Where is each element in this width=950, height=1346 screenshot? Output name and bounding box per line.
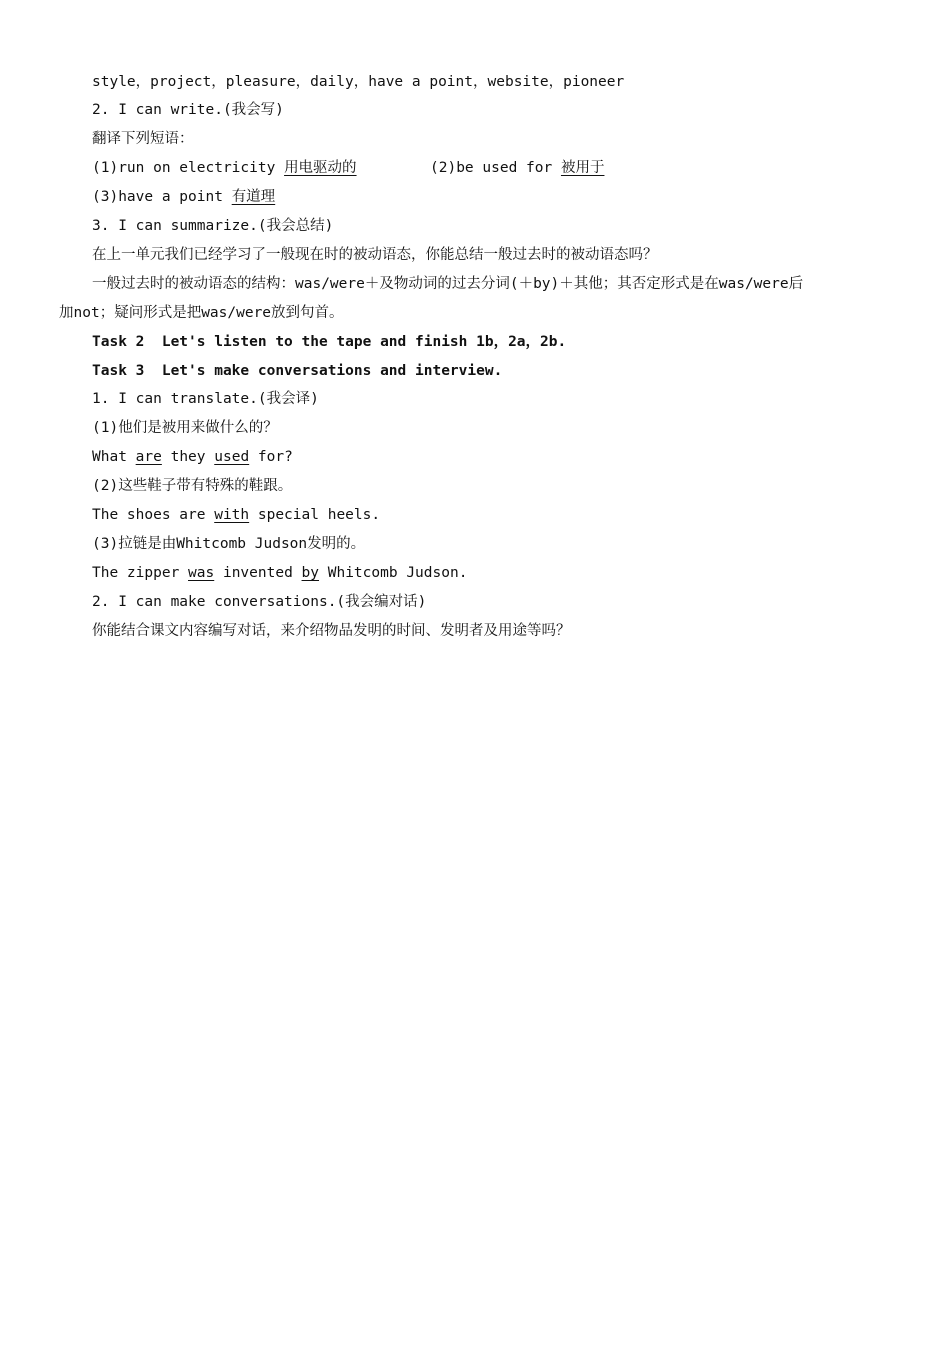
phrase-1-text: (1)run on electricity <box>92 160 285 176</box>
phrase-1-answer: 用电驱动的 <box>284 160 357 176</box>
sentence-3-part-a: The zipper <box>92 565 189 581</box>
section-summarize-heading: 3. I can summarize.(我会总结) <box>92 218 334 234</box>
grammar-rule-line-2: 加not；疑问形式是把was/were放到句首。 <box>59 305 344 321</box>
sentence-1-chinese: (1)他们是被用来做什么的？ <box>92 420 278 436</box>
phrase-2-text: (2)be used for <box>430 160 561 176</box>
sentence-3-chinese: (3)拉链是由Whitcomb Judson发明的。 <box>92 536 366 552</box>
phrase-row-2 <box>430 158 604 178</box>
sentence-2-part-b: special heels. <box>249 507 381 523</box>
sentence-3-blank-2: by <box>301 565 320 581</box>
section-conversation-heading: 2. I can make conversations.(我会编对话) <box>92 594 427 610</box>
sentence-3-english <box>92 563 467 583</box>
sentence-3-part-c: Whitcomb Judson. <box>319 565 468 581</box>
sentence-3-blank-1: was <box>188 565 215 581</box>
sentence-3-part-b: invented <box>214 565 302 581</box>
sentence-1-part-a: What <box>92 449 136 465</box>
translate-instruction: 翻译下列短语： <box>92 131 194 147</box>
sentence-2-part-a: The shoes are <box>92 507 215 523</box>
phrase-row-3 <box>92 187 275 207</box>
sentence-2-blank-1: with <box>214 507 250 523</box>
sentence-1-part-c: for? <box>249 449 293 465</box>
vocabulary-list: style，project，pleasure，daily，have a point，website，pioneer <box>92 74 625 90</box>
grammar-rule-line-1: 一般过去时的被动语态的结构：was/were＋及物动词的过去分词(＋by)＋其他；其否定形式是在was/were后 <box>92 276 804 292</box>
phrase-row-1 <box>92 158 357 178</box>
phrase-2-answer: 被用于 <box>560 160 605 176</box>
phrase-3-answer: 有道理 <box>231 189 276 205</box>
sentence-1-english <box>92 447 293 467</box>
section-translate-heading: 1. I can translate.(我会译) <box>92 391 319 407</box>
sentence-1-blank-1: are <box>135 449 162 465</box>
sentence-1-part-b: they <box>161 449 215 465</box>
conversation-question: 你能结合课文内容编写对话，来介绍物品发明的时间、发明者及用途等吗？ <box>92 623 571 639</box>
sentence-1-blank-2: used <box>214 449 250 465</box>
phrase-3-text: (3)have a point <box>92 189 232 205</box>
task-3-heading: Task 3 Let's make conversations and interview. <box>92 363 503 379</box>
section-write-heading: 2. I can write.(我会写) <box>92 102 284 118</box>
sentence-2-chinese: (2)这些鞋子带有特殊的鞋跟。 <box>92 478 293 494</box>
summarize-question: 在上一单元我们已经学习了一般现在时的被动语态，你能总结一般过去时的被动语态吗？ <box>92 247 658 263</box>
task-2-heading: Task 2 Let's listen to the tape and finish 1b，2a，2b. <box>92 334 567 350</box>
sentence-2-english <box>92 505 380 525</box>
